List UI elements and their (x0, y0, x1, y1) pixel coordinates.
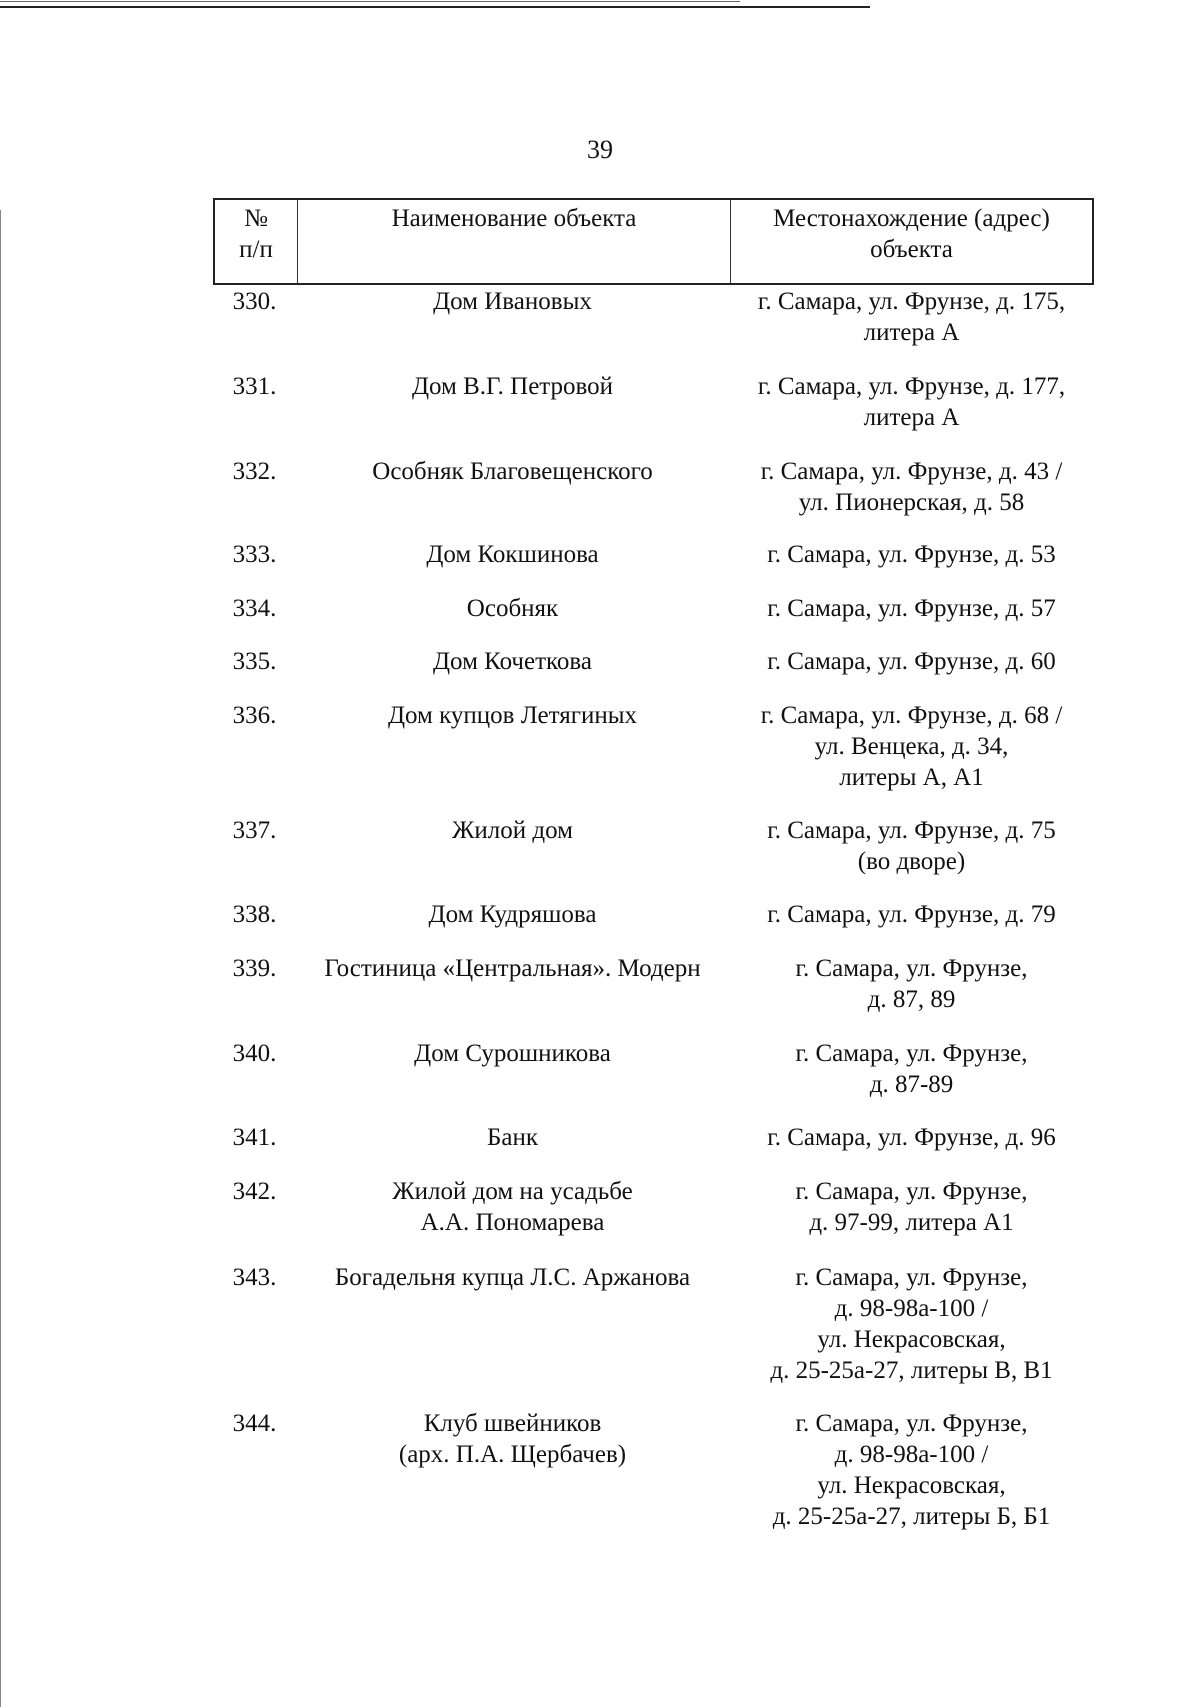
object-address-line: ул. Некрасовская, (817, 1472, 1006, 1499)
object-address-line: г. Самара, ул. Фрунзе, (795, 1178, 1028, 1205)
table-header (213, 198, 1094, 285)
object-name-line: Дом Кочеткова (433, 648, 592, 675)
object-address (729, 286, 1094, 348)
header-number-label: п/п (239, 236, 273, 263)
object-address-line: г. Самара, ул. Фрунзе, (795, 1040, 1028, 1067)
object-name-line: Богадельня купца Л.С. Аржанова (334, 1264, 691, 1291)
object-name (296, 1038, 729, 1100)
object-name-line: Особняк Благовещенского (372, 458, 653, 485)
table-row (213, 539, 1094, 570)
object-address (729, 456, 1094, 518)
object-address-line: (во дворе) (857, 848, 966, 875)
header-name-label: Наименование объекта (391, 205, 637, 232)
object-name (296, 953, 729, 1015)
object-name (296, 456, 729, 518)
object-name-line: Жилой дом (452, 817, 573, 844)
object-address-line: д. 87, 89 (867, 986, 956, 1013)
object-address-line: литера А (863, 404, 960, 431)
object-address-line: г. Самара, ул. Фрунзе, д. 43 / (760, 458, 1063, 485)
object-name-line: Дом купцов Летягиных (387, 702, 638, 729)
object-address-line: г. Самара, ул. Фрунзе, (795, 1264, 1028, 1291)
object-address-line: г. Самара, ул. Фрунзе, д. 75 (767, 817, 1056, 844)
scan-top-rule (0, 6, 870, 8)
row-number: 342. (232, 1178, 277, 1205)
header-number-column (215, 200, 298, 283)
header-address-column (731, 200, 1092, 283)
object-address-line: ул. Некрасовская, (817, 1326, 1006, 1353)
header-number-symbol: № (244, 205, 268, 232)
object-address-line: д. 25-25а-27, литеры Б, Б1 (772, 1503, 1051, 1530)
object-name-line: Жилой дом на усадьбе (392, 1178, 633, 1205)
object-name (296, 1262, 729, 1386)
object-name-line: Клуб швейников (423, 1410, 602, 1437)
table-row (213, 815, 1094, 877)
table-row (213, 1122, 1094, 1153)
object-address (729, 593, 1094, 624)
table-row (213, 1038, 1094, 1100)
object-address-line: г. Самара, ул. Фрунзе, д. 79 (767, 901, 1056, 928)
object-name (296, 815, 729, 877)
scan-left-edge (0, 210, 1, 1707)
table-row (213, 700, 1094, 793)
object-address-line: д. 97-99, литера А1 (809, 1209, 1014, 1236)
object-address-line: литеры А, А1 (839, 764, 984, 791)
object-address-line: г. Самара, ул. Фрунзе, д. 177, (757, 373, 1066, 400)
object-address (729, 1176, 1094, 1238)
table-row (213, 286, 1094, 348)
object-name (296, 646, 729, 677)
object-address-line: д. 87-89 (869, 1071, 954, 1098)
object-name (296, 1122, 729, 1153)
object-name (296, 593, 729, 624)
object-address-line: д. 98-98а-100 / (834, 1441, 989, 1468)
table-row (213, 456, 1094, 518)
object-name (296, 371, 729, 433)
object-address-line: г. Самара, ул. Фрунзе, д. 175, (757, 288, 1066, 315)
object-name (296, 1176, 729, 1238)
row-number: 340. (232, 1040, 277, 1067)
object-address-line: г. Самара, ул. Фрунзе, д. 96 (767, 1124, 1056, 1151)
object-name-line: Дом Кокшинова (426, 541, 599, 568)
table-row (213, 1262, 1094, 1386)
object-address (729, 953, 1094, 1015)
object-address-line: д. 98-98а-100 / (834, 1295, 989, 1322)
object-name (296, 899, 729, 930)
object-name (296, 286, 729, 348)
object-address (729, 1038, 1094, 1100)
table-row (213, 1176, 1094, 1238)
page-number: 39 (587, 135, 613, 164)
row-number: 334. (232, 595, 277, 622)
object-name-line: Гостиница «Центральная». Модерн (324, 955, 701, 982)
object-address (729, 371, 1094, 433)
scan-top-edge-line (0, 1, 740, 2)
object-address-line: литера А (863, 319, 960, 346)
object-address (729, 1408, 1094, 1532)
row-number: 338. (232, 901, 277, 928)
object-name-line: Дом В.Г. Петровой (411, 373, 614, 400)
row-number: 332. (232, 458, 277, 485)
object-name (296, 539, 729, 570)
row-number: 335. (232, 648, 277, 675)
header-address-label-1: Местонахождение (адрес) (773, 205, 1050, 232)
object-address-line: г. Самара, ул. Фрунзе, д. 68 / (760, 702, 1063, 729)
object-address-line: г. Самара, ул. Фрунзе, д. 57 (767, 595, 1056, 622)
object-name (296, 700, 729, 793)
object-name-line: Дом Ивановых (433, 288, 592, 315)
table-row (213, 899, 1094, 930)
table-row (213, 371, 1094, 433)
object-name-line: Особняк (466, 595, 559, 622)
object-address-line: г. Самара, ул. Фрунзе, д. 60 (767, 648, 1056, 675)
table-row (213, 646, 1094, 677)
object-name-line: А.А. Пономарева (420, 1209, 605, 1236)
object-name (296, 1408, 729, 1532)
row-number: 331. (232, 373, 277, 400)
object-address-line: ул. Венцека, д. 34, (814, 733, 1009, 760)
row-number: 341. (232, 1124, 277, 1151)
object-address (729, 646, 1094, 677)
row-number: 344. (232, 1410, 277, 1437)
header-address-label-2: объекта (870, 236, 953, 263)
table-row (213, 1408, 1094, 1532)
row-number: 343. (232, 1264, 277, 1291)
header-name-column (298, 200, 731, 283)
object-address-line: г. Самара, ул. Фрунзе, д. 53 (767, 541, 1056, 568)
object-name-line: Дом Кудряшова (428, 901, 597, 928)
object-address-line: г. Самара, ул. Фрунзе, (795, 955, 1028, 982)
object-address-line: ул. Пионерская, д. 58 (798, 489, 1025, 516)
object-address (729, 1262, 1094, 1386)
row-number: 339. (232, 955, 277, 982)
object-address-line: д. 25-25а-27, литеры В, В1 (770, 1357, 1053, 1384)
object-address (729, 815, 1094, 877)
object-name-line: Дом Сурошникова (414, 1040, 611, 1067)
object-address (729, 700, 1094, 793)
object-address (729, 1122, 1094, 1153)
object-name-line: (арх. П.А. Щербачев) (398, 1441, 627, 1468)
row-number: 333. (232, 541, 277, 568)
object-address-line: г. Самара, ул. Фрунзе, (795, 1410, 1028, 1437)
row-number: 336. (232, 702, 277, 729)
table-row (213, 953, 1094, 1015)
object-address (729, 539, 1094, 570)
table-row (213, 593, 1094, 624)
row-number: 330. (232, 288, 277, 315)
object-address (729, 899, 1094, 930)
object-name-line: Банк (487, 1124, 538, 1151)
row-number: 337. (232, 817, 277, 844)
